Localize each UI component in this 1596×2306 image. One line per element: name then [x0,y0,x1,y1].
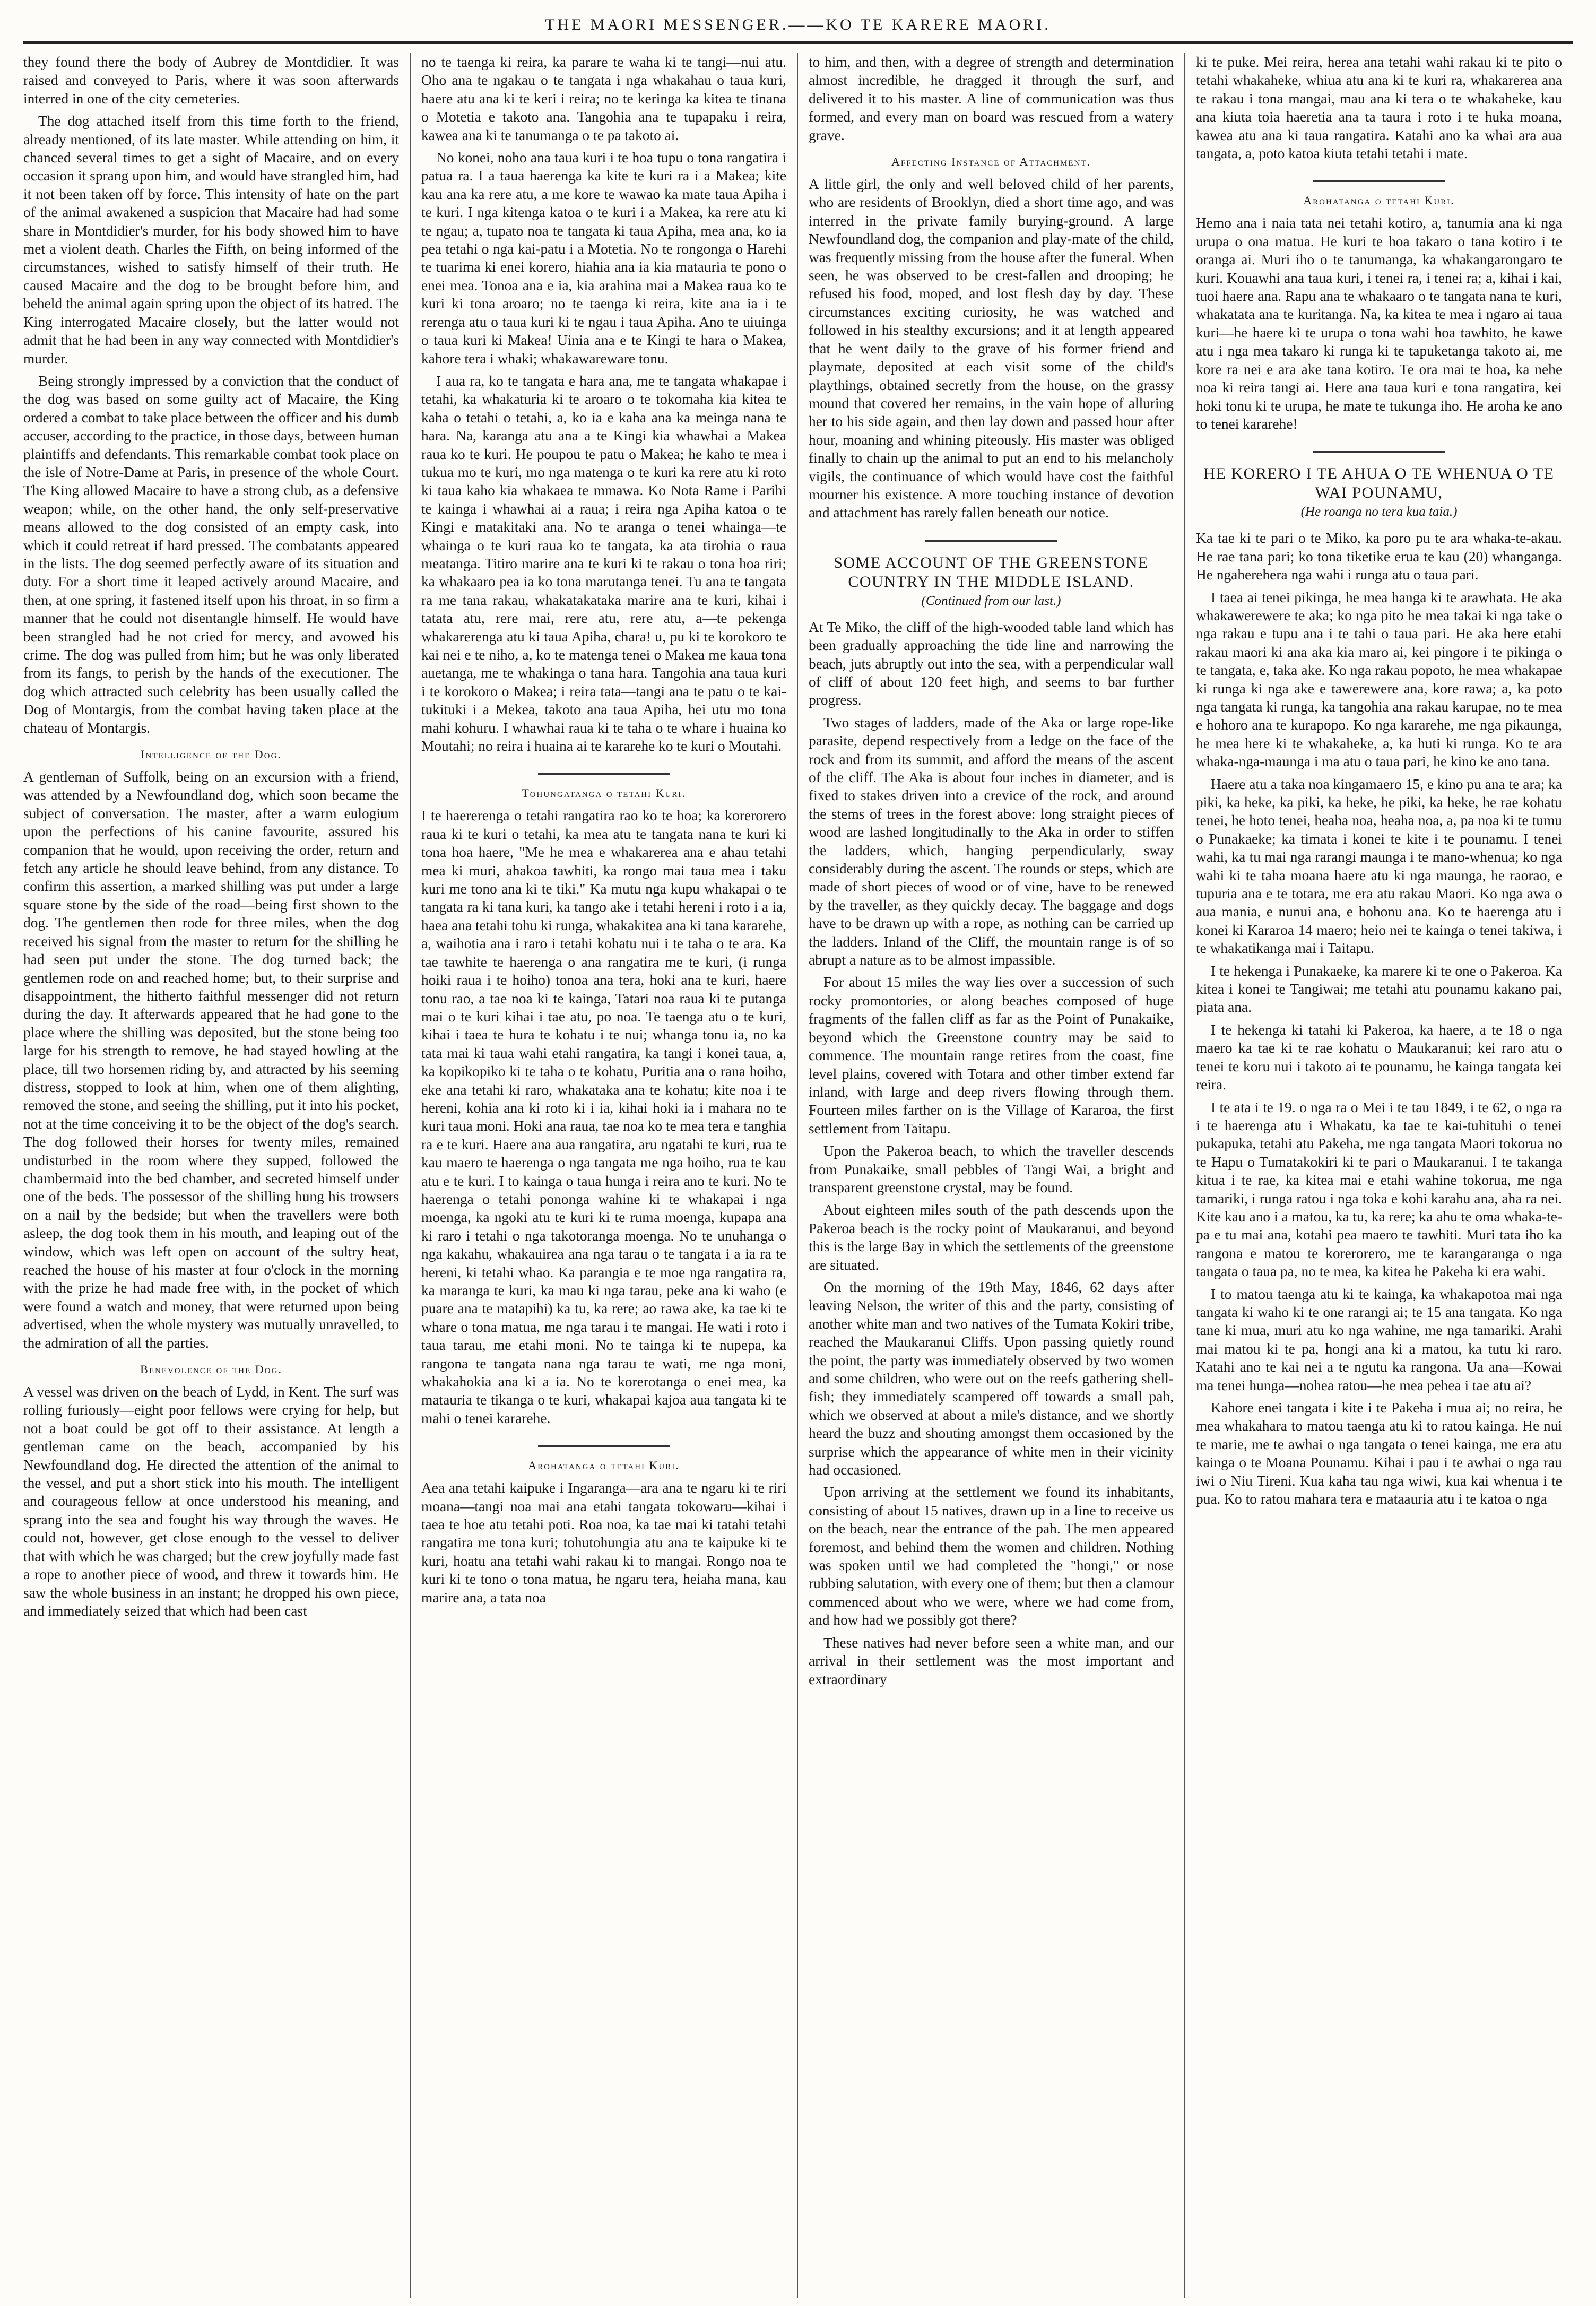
article-paragraph: A gentleman of Suffolk, being on an excursion with a friend, was attended by a Newfoundland dog, which soon became the subject of conversation. The master, after a warm eulogium upon the perfections of his canine favourite, assured his companion that he would, upon receiving the order, return and fetch any article he should leave behind, from any distance. To confirm this assertion, a marked shilling was put under a large square stone by the side of the road—being first shown to the dog. The gentlemen then rode for three miles, when the dog received his signal from the master to return for the shilling he had seen put under the stone. The dog turned back; the gentlemen rode on and reached home; but, to their surprise and disappointment, the hitherto faithful messenger did not return during the day. It afterwards appeared that he had gone to the place where the shilling was deposited, but the stone being too large for his strength to remove, he had stayed howling at the place, till two horsemen riding by, and attracted by his seeming distress, stopped to look at him, when one of them alighting, removed the stone, and seeing the shilling, put it into his pocket, not at the time conceiving it to be the object of the dog's search. The dog followed their horses for twenty miles, remained undisturbed in the room where they supped, followed the chambermaid into the bed chamber, and secreted himself under one of the beds. The possessor of the shilling hung his trowsers on a nail by the bedside; but when the travellers were both asleep, the dog took them in his mouth, and leaping out of the window, which was left open on account of the sultry heat, reached the house of his master at four o'clock in the morning with the prize he had made free with, in the pocket of which were found a watch and money, that were returned upon being advertised, when the whole mystery was mutually unravelled, to the admiration of all the parties. [23,769,399,1351]
col4-heading-c: HE KORERO I TE AHUA O TE WHENUA O TE WAI POUNAMU, [1203,465,1555,502]
article-paragraph: Being strongly impressed by a conviction that the conduct of the dog was based on some guilty act of Macaire, the King ordered a combat to take place between the officer and his dumb accuser, according to the practice, in those days, between human plaintiffs and defendants. This remarkable combat took place on the isle of Notre-Dame at Paris, in presence of the whole Court. The King allowed Macaire to have a strong club, as a defensive weapon; while, on the other hand, the only self-preservative means allowed to the dog consisted of an empty cask, into which it could retreat if hard pressed. The combatants appeared in the lists. The dog seemed perfectly aware of its situation and duty. For a short time it leaped actively around Macaire, and then, at one spring, it fastened itself upon his throat, in so firm a manner that he could not disentangle himself. He would have been strangled had he not cried for mercy, and avowed his crime. The dog was pulled from him; but he was only liberated from its fangs, to perish by the hands of the executioner. The dog which attracted such celebrity has been usually called the Dog of Montargis, from the combat having taken place at the chateau of Montargis. [23,372,399,736]
article-paragraph: ki te puke. Mei reira, herea ana tetahi wahi rakau ki te pito o tetahi whakaheke, whiua atu ana ki te kuri ra, whakarerea ana te rakau i tona mangai, mau ana ki tera o te whakaheke, kau ana kiuta toia haeretia ana ta taura i roto i te huka moana, kawea atu ana ki taua rangatira. Katahi ano ka whai ara aua tangata, a, poto katoa kiuta tetahi tetahi i mate. [1196,54,1562,162]
col4-heading-b: Arohatanga o tetahi Kuri. [1303,194,1455,207]
article-paragraph: At Te Miko, the cliff of the high-wooded table land which has been gradually approaching the tide line and narrowing the beach, juts abruptly out into the sea, with a perpendicular wall of cliff of about 120 feet high, and seems to bar further progress. [809,619,1174,708]
article-paragraph: I te ata i te 19. o nga ra o Mei i te tau 1849, i te 62, o nga ra i te haerenga atu i Whakatu, ka tae te kai-tuhituhi o tenei pukapuka, tetahi atu Pakeha, me nga tangata Maori tokorua no te Hapu o Tumatakokiri ki te pari o Maukaranui. I te takanga kitua i te rae, ka kitea mai e etahi wahine tokorua, me nga tamariki, i runga ratou i nga toka e kohi karahu ana, aha ra nei. Kite kau ano i a matou, ka tu, ka rere; ka ahu te oma whaka-te-pa e tu mai ana, kotahi pea maero te tawhiti. Muri tata iho ka rangona e matou te korerorero, me te karangaranga o nga tangata o taua pa, no te mea, ka kitea he Pakeha ki era wahi. [1196,1099,1562,1280]
article-paragraph: Aea ana tetahi kaipuke i Ingaranga—ara ana te ngaru ki te riri moana—tangi noa mai ana etahi tangata tokowaru—kihai i taea te hoe atu tetahi poti. Roa noa, ka tae mai ki tatahi tetahi rangatira me tona kuri; tohutohungia atu ana te kaipuke ki te kuri, hoatu ana tetahi wahi rakau ki to mangai. Rongo noa te kuri ki te tono o tona matua, he ngaru tera, heiaha mana, kau marire ana, a tata noa [421,1480,786,1606]
col3-heading-b: Affecting Instance of Attachment. [891,155,1091,169]
article-paragraph: I to matou taenga atu ki te kainga, ka whakapotoa mai nga tangata ki waho ki te one rarangi ai; te 15 ana tangata. Ko nga tane ki mua, muri atu ko nga wahine, me nga tamariki. Arahi mai matou ki te pa, hongi ana ki a matou, ka tutu ki raro. Katahi ano te kai nei a te ngutu ka rangona. Ua ana—Kowai ma tenei hunga—nohea ratou—he mea pehea i tae atu ai? [1196,1286,1562,1393]
col4-subhead: (He roanga no tera kua taia.) [1300,505,1458,519]
col2-story-a [421,53,786,755]
column-1 [23,53,411,2298]
col3-subhead: (Continued from our last.) [921,593,1061,608]
col3-story-c [809,618,1174,1688]
column-3 [798,53,1185,2298]
section-divider [538,773,670,775]
article-paragraph: no te taenga ki reira, ka parare te waha ki te tangi—nui atu. Oho ana te ngakau o te tangata i nga whakahau o taua kuri, haere atu ana ki te keri i reira; no te keringa ka kitea te tinana o Motetia e takoto ana. Tangohia ana te tupapaku i reira, kawea ana ki te tanumanga o te pa takoto ai. [421,54,786,143]
col3-story-b [809,175,1174,522]
col2-heading-b: Tohungatanga o tetahi Kuri. [522,786,686,800]
article-paragraph: No konei, noho ana taua kuri i te hoa tupu o tona rangatira i patua ra. I a taua haerenga ka kite te kuri ra i a Makea; kite kau ana ka rere atu, a me kore te wawao ka mate taua Apiha i te kuri. I nga kitenga katoa o te kuri i a Makea, ka rere atu ki te ngau; a, tupato noa te tangata ki taua Apiha, mea ana, ko ia pea tetahi o nga kai-patu i a Motetia. No te rongonga o Harehi te tuarima ki enei korero, hiahia ana ia kia matauria te pono o enei mea. Tonoa ana e ia, kia arahina mai a Makea raua ko te kuri ki tona aroaro; no te taenga ki reira, kite ana ia i te rerenga atu o taua kuri ki te ngau i taua Apiha. Ano te uiuinga o taua kuri ki Makea! Uinia ana e te Kingi te hara o Makea, kahore tera i whaki; whakawareware tonu. [421,150,786,367]
col4-story-c [1196,529,1562,1508]
article-paragraph: I te hekenga ki tatahi ki Pakeroa, ka haere, a te 18 o nga maero ka tae ki te rae kohatu o Maukaranui; kei raro atu o tenei te koru nui i takoto ai te pounamu, he kainga tangata kei reira. [1196,1021,1562,1093]
masthead: THE MAORI MESSENGER.——KO TE KARERE MAORI. [23,16,1573,44]
col2-story-c [421,1479,786,1607]
article-paragraph: they found there the body of Aubrey de Montdidier. It was raised and conveyed to Paris, where it was soon afterwards interred in one of the city cemeteries. [23,54,399,107]
col3-story-a [809,53,1174,144]
col4-story-b [1196,214,1562,433]
col2-heading-c: Arohatanga o tetahi Kuri. [528,1459,680,1472]
article-paragraph: About eighteen miles south of the path descends upon the Pakeroa beach is the rocky point of Maukaranui, and beyond this is the large Bay in which the settlements of the greenstone are situated. [809,1202,1174,1273]
article-paragraph: I aua ra, ko te tangata e hara ana, me te tangata whakapae i tetahi, ka whakaturia ki te aroaro o te tokomaha kia kitea te kaha o tetahi o tetahi, a, ko ia e kaha ana ka meinga nana te hara. Na, karanga atu ana a te Kingi kia whawhai a Makea raua ko te kuri. He poupou te patu o Makea; he kaho te mea i tukua mo te kuri, mo nga matenga o te kuri ka rere atu ki roto ki taua kaho kia whakaea te mmawa. Ko Nota Rame i Parihi te kainga i whawhai ai a raua; i reira nga Apiha katoa o te Kingi e matakitaki ana. No te aranga o tenei whainga—te whainga o te kuri raua ko te tangata, ka ata tirohia o raua meatanga. Titiro marire ana te kuri ki te rakau o tona hoa riri; ka whakaaro pea ia ko tona marutanga tenei. Tu ana te tangata ra me tana rakau, whakatakataka marire ana te kuri, kihai i tatata atu, rere mai, rere atu, rere atu, a—te pekenga whakarerenga atu ki taua Apiha, chara! u, pu ki te korokoro te kai nei e te niho, a, ko te matenga tenei o Makea me kaua tona auetanga, me te whakinga o tana hara. Tangohia ana taua kuri i te korokoro o Makea; i reira tata—tangi ana te patu o te kai-tukituki i a Mekea, takoto ana taua Apiha, hei utu mo tona mahi kohuru. I whawhai raua ki te taha o te whare i huaina ko Moutahi; no reira i huaina ai te kararehe ko te kuri o Moutahi. [421,372,786,755]
column-4 [1185,53,1573,2298]
col2-story-b [421,807,786,1427]
article-paragraph: A little girl, the only and well beloved child of her parents, who are residents of Brooklyn, died a short time ago, and was interred in the private family burying-ground. A large Newfoundland dog, the companion and play-mate of the child, was frequently missing from the house after the funeral. When seen, he was observed to be crest-fallen and drooping; he refused his food, moped, and lost flesh day by day. These circumstances exciting curiosity, he was watched and followed in his stealthy excursions; and it at length appeared that he went daily to the grave of his former friend and playmate, deposited at each visit some of the child's playthings, obtained secretly from the house, on the grassy mound that covered her remains, in the vain hope of alluring her to his side again, and then lay down and passed hour after hour, moaning and whining piteously. His master was obliged finally to chain up the animal to put an end to his melancholy vigils, the continuance of which would have cost the faithful mourner his existence. A more touching instance of devotion and attachment has rarely fallen beneath our notice. [809,176,1174,521]
section-divider [1313,451,1445,453]
col4-story-a [1196,53,1562,162]
article-paragraph: Upon arriving at the settlement we found its inhabitants, consisting of about 15 natives, drawn up in a line to receive us on the beach, near the entrance of the pah. The men appeared foremost, and behind them the women and children. Nothing was spoken until we had completed the "hongi," or nose rubbing salutation, with every one of them; but then a clamour commenced about who we were, where we had come from, and how had we possibly got there? [809,1484,1174,1628]
article-paragraph: I te haererenga o tetahi rangatira rao ko te hoa; ka korerorero raua ki te kuri o tetahi, ka mea atu te tangata nana te kuri ki tona hoa haere, "Me he mea e whakarerea ana e ahau tetahi mea ki muri, ahakoa tawhiti, ka rongo mai taua mea i taku kuri me tono ana ki te tiki." Ka mutu nga kupu whakapai o te tangata ra ki tana kuri, ka tango ake i tetahi hereni i roto i a ia, haea ana tetahi tohu ki runga, whakakitea ana ki tana kararehe, a, waihotia ana i raro i tetahi kohatu nui i te taha o te ara. Ka tae tawhite te haerenga o ana rangatira me te kuri, (i runga hoiki raua i te hoiho) tonoa ana tera, hoki ana te kuri, haere tonu rao, a tae noa ki te kainga, Tatari noa raua ki te putanga mai o te kuri kihai i tae atu, po noa. Te taenga atu o te kuri, kihai i taea te hura te kohatu i te nui; whanga tonu ia, no ka tata mai ki taua wahi etahi rangatira, ka tangi i konei taua, a, ka kopikopiko ki te taha o te kohatu, Puritia ana o rana hoiho, eke ana tetahi ki raro, whakataka ana te kohatu; kite noa i te hereni, kohia ana ki roto ki i ia, kihai hoki ia i mahara no te kuri taua moni. Hoki ana raua, tae noa ko te mea tera e tanghia ra e te kuri. Haere ana aua rangatira, aru ngatahi te kuri, rua te kau maero te haerenga o nga tangata me nga hoiho, rua te kau atu e te kuri. I to kainga o taua hunga i reira ano te kuri. No te haerenga o tetahi pononga wahine ki te whakapai i nga moenga, ka ngoki atu te kuri ki te ruma moenga, kupapa ana ki raro i tetahi o nga takotoranga moenga. No te unuhanga o nga kakahu, whakauirea ana nga tarau o te tangata i a ia ra te hereni, ki tetahi whao. Ka parangia e te moe nga rangatira ra, ka maranga te kuri, ka mau ki nga tarau, peke ana ki waho (e puare ana te matapihi) ka tu, ka rere; ao rawa ake, ka tae ki te whare o tona matua, me nga tarau i te mangai. He wati i roto i taua tarau, me etahi moni. No te tainga ki te nupepa, ka rangona te tangata nana nga tarau te wati, me nga moni, whakahokia ana ki a ia. No te korerotanga o enei mea, ka matauria te tikanga o te kuri, whakapai kajoa aua tangata ki te mahi o tenei kararehe. [421,808,786,1426]
article-paragraph: I taea ai tenei pikinga, he mea hanga ki te arawhata. He aka whakawerewere te aka; ko nga pito he mea takai ki nga take o nga rakau e tupu ana i te tahi o taua pari. He aka here etahi rakau maori ki ana aka kia maro ai, kei pingore i te pikinga o te tangata, e, taka ake. Ko nga rakau popoto, he mea whakapae ki runga ki nga ake e tawerewere ana, kore rawa; a, ka poto nga tangata ki runga, ka tangohia ana rakau karupae, no te mea e hohoro ana te kurapopo. Ko nga kararehe, me nga pikaunga, he mea here ki te whakaheke, a, ka huti ki runga. Ko te ara whaka-nga-maunga i ma atu o taua pari, he kino ke ano tana. [1196,589,1562,770]
article-paragraph: These natives had never before seen a white man, and our arrival in their settlement was the most important and extraordinary [809,1634,1174,1687]
article-paragraph: Two stages of ladders, made of the Aka or large rope-like parasite, depend respectively from a ledge on the face of the rock and from its summit, and afford the means of the ascent of the cliff. The Aka is about four inches in diameter, and is fixed to stakes driven into a crevice of the rock, and around the stems of trees in the forest above: long straight pieces of wood are lashed longitudinally to the Aka in order to stiffen the ladders, which, hanging perpendicularly, sway considerably during the ascent. The rounds or steps, which are made of short pieces of wood or of vine, have to be renewed by the traveller, as they quickly decay. The baggage and dogs have to be drawn up with a rope, as nothing can be carried up the ladders. Inland of the Cliff, the mountain range is of so abrupt a nature as to be almost impassible. [809,714,1174,968]
section-divider [1313,180,1445,182]
article-paragraph: For about 15 miles the way lies over a succession of such rocky promontories, or along beaches composed of huge fragments of the fallen cliff as far as the Point of Punakaike, beyond which the Greenstone country may be said to commence. The mountain range retires from the coast, fine level plains, covered with Totara and other timber extend far inland, with large and deep rivers flowing through them. Fourteen miles farther on is the Village of Kararoa, the first settlement from Taitapu. [809,974,1174,1137]
col1-story-a [23,53,399,737]
article-paragraph: Kahore enei tangata i kite i te Pakeha i mua ai; no reira, he mea whakahara to matou taenga atu ki to ratou kainga. He nui te marie, me te awhai o nga tangata o tenei kainga, me era atu kainga o te Moana Pounamu. Kihai i pau i te awhai o nga rau iwi o Niu Tireni. Kua kaha tau nga wiwi, kua kai whenua i te pua. Ko to ratou mahara tera e mataauria atu i te katoa o nga [1196,1400,1562,1507]
col1-heading-b: Intelligence of the Dog. [141,748,282,761]
article-paragraph: to him, and then, with a degree of strength and determination almost incredible, he dragged it through the surf, and delivered it to his master. A line of communication was thus formed, and every man on board was rescued from a watery grave. [809,54,1174,143]
col1-story-b [23,768,399,1352]
col1-heading-c: Benevolence of the Dog. [140,1363,282,1376]
article-paragraph: I te hekenga i Punakaeke, ka marere ki te one o Pakeroa. Ka kitea i konei te Tangiwai; me tetahi atu pounamu kakano pai, piata ana. [1196,963,1562,1016]
article-paragraph: Ka tae ki te pari o te Miko, ka poro pu te ara whaka-te-akau. He rae tana pari; ko tona tiketike erua te kau (20) whanganga. He ngaherehera nga wahi i runga atu o taua pari. [1196,530,1562,583]
section-divider [538,1445,670,1447]
col1-story-c [23,1383,399,1620]
article-paragraph: Haere atu a taka noa kingamaero 15, e kino pu ana te ara; ka piki, ka heke, ka piki, ka heke, he piki, ka heke, he rae kohatu tenei, he hoto tenei, heaha noa, heaha noa, a, pa noa ki te tumu o Punakaeke; ka timata i konei te kite i te pounamu. I tenei wahi, ka tu mai nga rarangi maunga i te mano-whenua; ko nga wahi ki te taha moana haere atu ki nga maunga, he raorao, e tupuria ana e te totara, me era atu rakau Maori. Ko nga awa o aua mania, e nunui ana, e hohonu ana. Ko te haerenga atu i konei ki Kararoa 14 maero; heio nei te kainga o tenei takiwa, i te whakatikanga mai i Taitapu. [1196,776,1562,957]
article-paragraph: Hemo ana i naia tata nei tetahi kotiro, a, tanumia ana ki nga urupa o ona matua. He kuri te hoa takaro o tana kotiro i te oranga ai. Muri iho o te tanumanga, ka whakangarongaro te kuri. Kouawhi ana taua kuri, i tenei ra, i tenei ra; a, kihai i kai, tuoi haere ana. Rapu ana te whakaaro o te tangata nana te kuri, whakatata ana te kuritanga. Na, ka kitea te mea i ngaro ai taua kuri—he haere ki te urupa o tona wahi hoa tawhito, he kawe atu i nga mea takaro ki runga ki te tapuketanga takoto ai, me kore ra nei e ara ake tana kotiro. Te ora mai te hoa, ka nehe noa ki reira tangi ai. Here ana taua kuri e tona rangatira, kei hoki tonu ki te urupa, he mate te tukunga iho. He aroha ke ano to tenei kararehe! [1196,215,1562,432]
column-2 [411,53,798,2298]
article-paragraph: On the morning of the 19th May, 1846, 62 days after leaving Nelson, the writer of this and the party, consisting of another white man and two natives of the Tumata Kokiri tribe, reached the Maukaranui Cliffs. Upon passing quietly round the point, the party was immediately observed by two women and some children, who were out on the reefs gathering shell-fish; they immediately scampered off towards a small pah, which we observed at about a mile's distance, and we shortly heard the buzz and shouting amongst them occasioned by the surprise which the appearance of white men in their vicinity had occasioned. [809,1279,1174,1478]
section-divider [925,540,1057,542]
col3-heading-c: SOME ACCOUNT OF THE GREENSTONE COUNTRY IN THE MIDDLE ISLAND. [834,553,1149,591]
article-paragraph: A vessel was driven on the beach of Lydd, in Kent. The surf was rolling furiously—eight poor fellows were crying for help, but not a boat could be got off to their assistance. At length a gentleman came on the beach, accompanied by his Newfoundland dog. He directed the attention of the animal to the vessel, and put a short stick into his mouth. The intelligent and courageous fellow at once understood his meaning, and sprang into the sea and fought his way through the waves. He could not, however, get close enough to the vessel to deliver that with which he was charged; but the crew joyfully made fast a rope to another piece of wood, and threw it towards him. He saw the whole business in an instant; he dropped his own piece, and immediately seized that which had been cast [23,1384,399,1619]
column-grid [23,53,1573,2298]
article-paragraph: Upon the Pakeroa beach, to which the traveller descends from Punakaike, small pebbles of Tangi Wai, a bright and transparent greenstone crystal, may be found. [809,1143,1174,1195]
article-paragraph: The dog attached itself from this time forth to the friend, already mentioned, of its late master. While attending on him, it chanced several times to get a sight of Macaire, and on every occasion it sprang upon him, and would have strangled him, had it not been taken off by force. This intensity of hate on the part of the animal awakened a suspicion that Macaire had had some share in Montdidier's murder, for his body showed him to have met a violent death. Charles the Fifth, on being informed of the circumstances, wished to satisfy himself of their truth. He caused Macaire and the dog to be brought before him, and beheld the animal again spring upon the object of its hatred. The King interrogated Macaire closely, but the latter would not admit that he had been in any way connected with Montdidier's murder. [23,113,399,367]
